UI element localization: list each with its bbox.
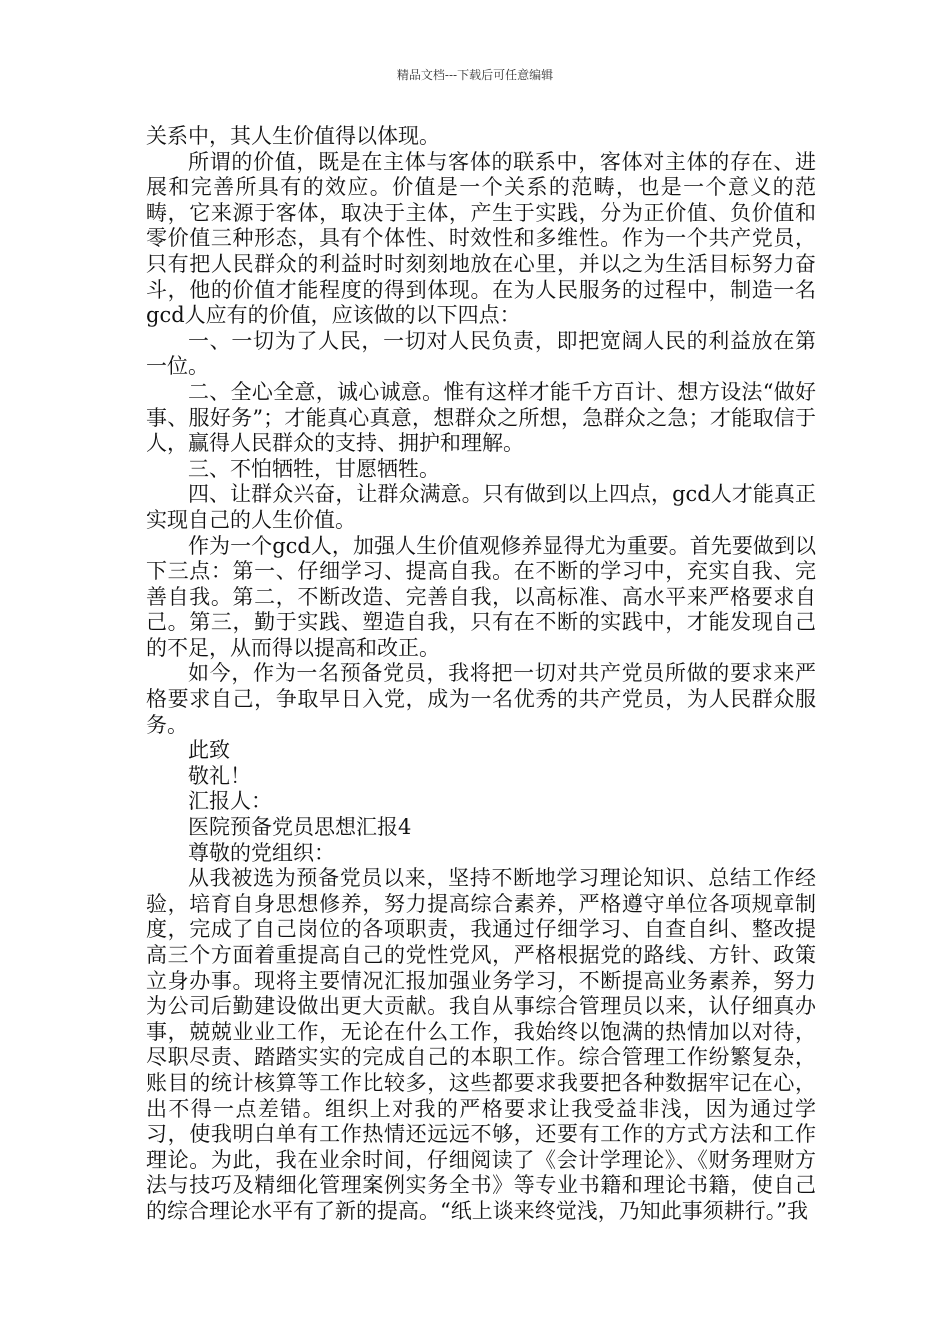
- paragraph: 从我被选为预备党员以来，坚持不断地学习理论知识、总结工作经验，培育自身思想修养，努力提高综合素养，严格遵守单位各项规章制度，完成了自己岗位的各项职责，我通过仔细学习、自查自纠、整改提高三个方面着重提高自己的党性党风，严格根据党的路线、方针、政策立身办事。现将主要情况汇报加强业务学习，不断提高业务素养，努力为公司后勤建设做出更大贡献。我自从事综合管理员以来，认仔细真办事，兢兢业业工作，无论在什么工作，我始终以饱满的热情加以对待，尽职尽责、踏踏实实的完成自己的本职工作。综合管理工作纷繁复杂，账目的统计核算等工作比较多，这些都要求我要把各种数据牢记在心，出不得一点差错。组织上对我的严格要求让我受益非浅，因为通过学习，使我明白单有工作热情还远远不够，还要有工作的方式方法和工作理论。为此，我在业余时间，仔细阅读了《会计学理论》、《财务理财方法与技巧及精细化管理案例实务全书》等专业书籍和理论书籍，使自己的综合理论水平有了新的提高。“纸上谈来终觉浅，乃知此事须耕行。”我: [146, 866, 816, 1223]
- section-title: 医院预备党员思想汇报4: [188, 815, 412, 840]
- paragraph: 所谓的价值，既是在主体与客体的联系中，客体对主体的存在、进展和完善所具有的效应。价值是一个关系的范畴，也是一个意义的范畴，它来源于客体，取决于主体，产生于实践，分为正价值、负价值和零价值三种形态，具有个体性、时效性和多维性。作为一个共产党员，只有把人民群众的利益时时刻刻地放在心里，并以之为生活目标努力奋斗，他的价值才能程度的得到体现。在为人民服务的过程中，制造一名gcd人应有的价值，应该做的以下四点：: [146, 149, 816, 328]
- paragraph: 关系中，其人生价值得以体现。: [146, 124, 440, 148]
- closing-line: 此致: [188, 738, 230, 763]
- paragraph: 二、全心全意，诚心诚意。惟有这样才能千方百计、想方设法“做好事、服好务”；才能真心真意，想群众之所想，急群众之急；才能取信于人，赢得人民群众的支持、拥护和理解。: [146, 379, 816, 456]
- paragraph: 一、一切为了人民，一切对人民负责，即把宽阔人民的利益放在第一位。: [146, 328, 816, 379]
- paragraph: 如今，作为一名预备党员，我将把一切对共产党员所做的要求来严格要求自己，争取早日入党，成为一名优秀的共产党员，为人民群众服务。: [146, 661, 816, 737]
- salutation: 尊敬的党组织：: [188, 840, 335, 865]
- paragraph: 作为一个gcd人，加强人生价值观修养显得尤为重要。首先要做到以下三点：第一、仔细学习、提高自我。在不断的学习中，充实自我、完善自我。第二，不断改造、完善自我，以高标准、高水平来严格要求自己。第三，勤于实践、塑造自我，只有在不断的实践中，才能发现自己的不足，从而得以提高和改正。: [146, 533, 816, 660]
- document-body: [146, 124, 816, 1225]
- paragraph: 四、让群众兴奋，让群众满意。只有做到以上四点，gcd人才能真正实现自己的人生价值。: [146, 482, 816, 532]
- paragraph: 三、不怕牺牲，甘愿牺牲。: [188, 456, 440, 481]
- signature-line: 汇报人：: [188, 789, 272, 814]
- closing-line: 敬礼！: [188, 763, 251, 788]
- page-header: 精品文档---下载后可任意编辑: [396, 68, 554, 82]
